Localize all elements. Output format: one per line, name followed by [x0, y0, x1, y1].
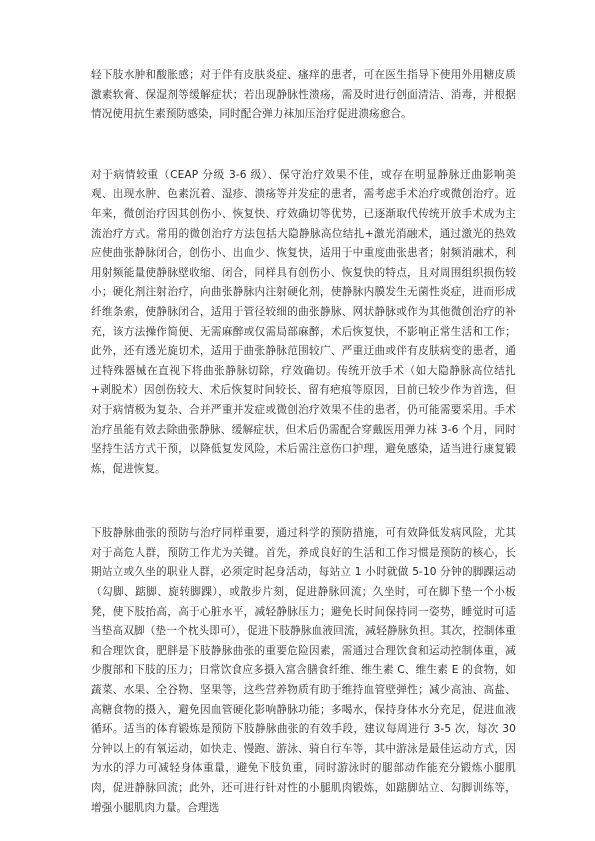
paragraph-symptom-relief: 轻下肢水肿和酸胀感；对于伴有皮肤炎症、瘙痒的患者，可在医生指导下使用外用糖皮质激素软膏、保湿剂等缓解症状；若出现静脉性溃疡，需及时进行创面清洁、消毒，并根据情况使用抗生素预防感染，同时配合弹力袜加压治疗促进溃疡愈合。 — [91, 69, 516, 121]
paragraph-surgical-treatment: 对于病情较重（CEAP 分级 3-6 级）、保守治疗效果不佳，或存在明显静脉迂曲影响美观、出现水肿、色素沉着、湿疹、溃疡等并发症的患者，需考虑手术治疗或微创治疗。近年来，微创治疗因其创伤小、恢复快、疗效确切等优势，已逐渐取代传统开放手术成为主流治疗方式。常用的微创治疗方法包括大隐静脉高位结扎+激光消融术，通过激光的热效应使曲张静脉闭合，创伤小、出血少、恢复快，适用于中重度曲张患者；射频消融术，利用射频能量使静脉壁收缩、闭合，同样具有创伤小、恢复快的特点，且对周围组织损伤较小；硬化剂注射治疗，向曲张静脉内注射硬化剂，使静脉内膜发生无菌性炎症，进而形成纤维条索，使静脉闭合，适用于管径较细的曲张静脉、网状静脉或作为其他微创治疗的补充，该方法操作简便、无需麻醉或仅需局部麻醉，术后恢复快，不影响正常生活和工作；此外，还有透光旋切术，适用于曲张静脉范围较广、严重迂曲或伴有皮肤病变的患者，通过特殊器械在直视下将曲张静脉切除，疗效确切。传统开放手术（如大隐静脉高位结扎+剥脱术）因创伤较大、术后恢复时间较长、留有疤痕等原因，目前已较少作为首选，但对于病情极为复杂、合并严重并发症或微创治疗效果不佳的患者，仍可能需要采用。手术治疗虽能有效去除曲张静脉、缓解症状，但术后仍需配合穿戴医用弹力袜 3-6 个月，同时坚持生活方式干预，以降低复发风险，术后需注意伤口护理，避免感染，适当进行康复锻炼，促进恢复。 — [91, 168, 516, 475]
document-page — [91, 66, 516, 818]
paragraph-prevention: 下肢静脉曲张的预防与治疗同样重要，通过科学的预防措施，可有效降低发病风险，尤其对于高危人群，预防工作尤为关键。首先，养成良好的生活和工作习惯是预防的核心，长期站立或久坐的职业人群，必须定时起身活动，每站立 1 小时就做 5-10 分钟的脚踝运动（勾脚、踮脚、旋转脚踝），或散步片刻，促进静脉回流；久坐时，可在脚下垫一个小板凳，使下肢抬高，高于心脏水平，减轻静脉压力；避免长时间保持同一姿势，睡觉时可适当垫高双脚（垫一个枕头即可），促进下肢静脉血液回流，减轻静脉负担。其次，控制体重和合理饮食，肥胖是下肢静脉曲张的重要危险因素，需通过合理饮食和运动控制体重，减少腹部和下肢的压力；日常饮食应多摄入富含膳食纤维、维生素 C、维生素 E 的食物，如蔬菜、水果、全谷物、坚果等，这些营养物质有助于维持血管壁弹性；减少高油、高盐、高糖食物的摄入，避免因血管硬化影响静脉功能；多喝水，保持身体水分充足，促进血液循环。适当的体育锻炼是预防下肢静脉曲张的有效手段，建议每周进行 3-5 次，每次 30 分钟以上的有氧运动，如快走、慢跑、游泳、骑自行车等，其中游泳是最佳运动方式，因为水的浮力可减轻身体重量，避免下肢负重，同时游泳时的腿部动作能充分锻炼小腿肌肉，促进静脉回流；此外，还可进行针对性的小腿肌肉锻炼，如踮脚站立、勾脚训练等，增强小腿肌肉力量。合理选 — [91, 527, 516, 814]
paragraph-spacer — [91, 479, 516, 524]
paragraph-spacer — [91, 125, 516, 166]
